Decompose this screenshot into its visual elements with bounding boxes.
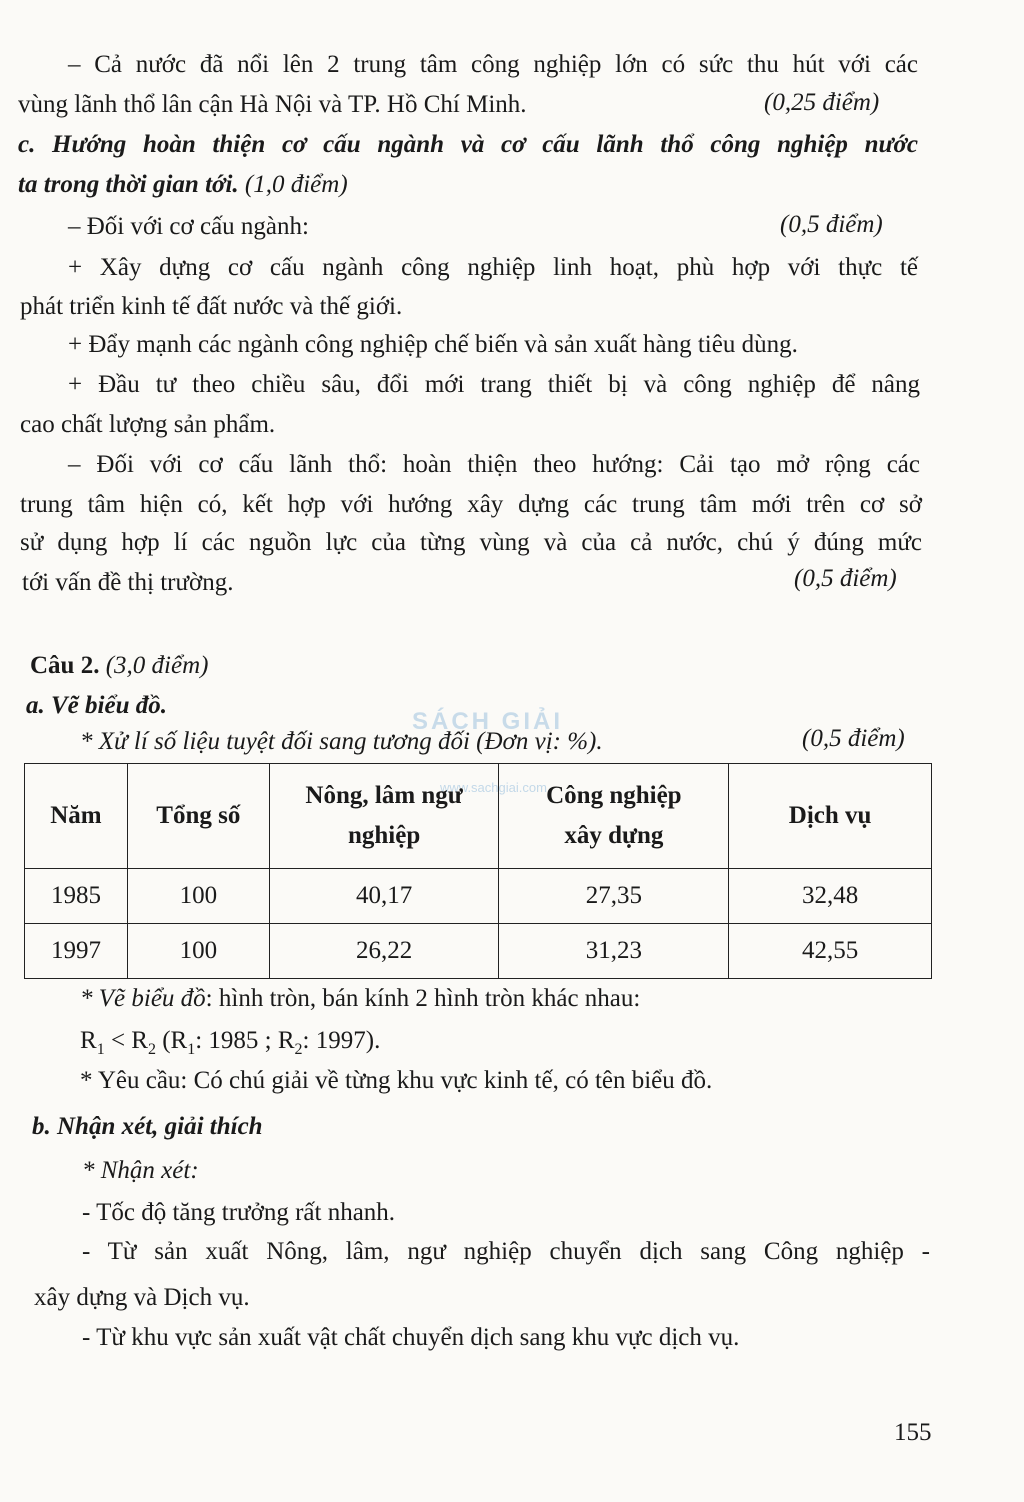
text-line: - Tốc độ tăng trưởng rất nhanh. (82, 1199, 396, 1226)
table-header-cell: Năm (25, 764, 128, 869)
text-line: tới vấn đề thị trường. (22, 569, 234, 596)
table-cell: 42,55 (729, 924, 932, 979)
data-table (24, 763, 932, 979)
table-cell: 100 (127, 924, 269, 979)
table-cell: 32,48 (729, 869, 932, 924)
text-line: * Yêu cầu: Có chú giải về từng khu vực kinh tế, có tên biểu đồ. (80, 1067, 713, 1094)
header-line: Nông, lâm ngư (305, 782, 463, 809)
text-line: xây dựng và Dịch vụ. (34, 1284, 250, 1311)
table-header-cell: Dịch vụ (729, 764, 932, 869)
text-line: + Đẩy mạnh các ngành công nghiệp chế biến và sản xuất hàng tiêu dùng. (68, 331, 798, 358)
text-line: sử dụng hợp lí các nguồn lực của từng vùng và của cả nước, chú ý đúng mức (20, 529, 922, 556)
section-heading-a: a. Vẽ biểu đồ. (26, 692, 167, 719)
question-label: Câu 2. (30, 652, 100, 679)
table-cell: 100 (127, 869, 269, 924)
r-text: < R (104, 1027, 148, 1054)
draw-text: : hình tròn, bán kính 2 hình tròn khác nhau: (205, 985, 641, 1012)
table-header-cell: Tổng số (127, 764, 269, 869)
table-header-cell (499, 764, 729, 869)
score-label: (0,5 điểm) (794, 565, 897, 592)
text-line: - Từ khu vực sản xuất vật chất chuyển dịch sang khu vực dịch vụ. (82, 1324, 740, 1351)
text-line: * Nhận xét: (82, 1157, 199, 1184)
text-line (80, 984, 640, 1014)
text-line: trung tâm hiện có, kết hợp với hướng xây dựng các trung tâm mới trên cơ sở (20, 491, 922, 518)
score-label: (0,5 điểm) (802, 725, 905, 752)
radius-line (80, 1026, 380, 1065)
r-symbol: R (80, 1027, 97, 1054)
section-heading-c: c. Hướng hoàn thiện cơ cấu ngành và cơ cấu lãnh thổ công nghiệp nước (18, 131, 918, 158)
table-cell: 27,35 (499, 869, 729, 924)
table-cell: 1997 (25, 924, 128, 979)
table-cell: 31,23 (499, 924, 729, 979)
text-line: – Cả nước đã nổi lên 2 trung tâm công nghiệp lớn có sức thu hút với các (68, 51, 918, 78)
r-text: : 1985 ; R (195, 1027, 295, 1054)
r-text: : 1997). (302, 1027, 381, 1054)
subscript: 1 (187, 1041, 196, 1058)
score-label: (0,25 điểm) (764, 89, 880, 116)
text-line: phát triển kinh tế đất nước và thế giới. (20, 293, 403, 320)
question-2-heading (30, 651, 208, 681)
subscript: 2 (147, 1041, 156, 1058)
table-row (25, 869, 932, 924)
watermark-url: www.sachgiai.com (440, 780, 547, 795)
header-line: xây dựng (564, 822, 664, 849)
table-cell: 40,17 (269, 869, 499, 924)
text-line: + Xây dựng cơ cấu ngành công nghiệp linh hoạt, phù hợp với thực tế (68, 254, 918, 281)
text-line: – Đối với cơ cấu lãnh thổ: hoàn thiện theo hướng: Cải tạo mở rộng các (68, 451, 920, 478)
header-line: Công nghiệp (546, 782, 682, 809)
heading-text: ta trong thời gian tới. (18, 171, 239, 198)
text-line: - Từ sản xuất Nông, lâm, ngư nghiệp chuyển dịch sang Công nghiệp - (82, 1238, 930, 1265)
header-line: nghiệp (347, 822, 421, 849)
table-header-row (25, 764, 932, 869)
section-heading-c-cont (18, 170, 348, 200)
score-label: (0,5 điểm) (780, 211, 883, 238)
text-line: vùng lãnh thổ lân cận Hà Nội và TP. Hồ Chí Minh. (18, 91, 527, 118)
draw-label: * Vẽ biểu đồ (80, 985, 206, 1012)
subscript: 1 (96, 1041, 105, 1058)
section-heading-b: b. Nhận xét, giải thích (32, 1113, 263, 1140)
score-label: (1,0 điểm) (238, 171, 348, 198)
score-label: (3,0 điểm) (99, 652, 209, 679)
table-row (25, 924, 932, 979)
text-line: * Xử lí số liệu tuyệt đối sang tương đối (Đơn vị: %). (80, 728, 603, 755)
subscript: 2 (294, 1041, 303, 1058)
r-text: (R (155, 1027, 188, 1054)
table-cell: 26,22 (269, 924, 499, 979)
text-line: + Đầu tư theo chiều sâu, đổi mới trang thiết bị và công nghiệp để nâng (68, 371, 920, 398)
page-number: 155 (894, 1419, 932, 1446)
text-line: – Đối với cơ cấu ngành: (68, 213, 309, 240)
watermark-logo: SÁCH GIẢI (412, 708, 564, 735)
table-header-cell (269, 764, 499, 869)
text-line: cao chất lượng sản phẩm. (20, 411, 276, 438)
table-cell: 1985 (25, 869, 128, 924)
